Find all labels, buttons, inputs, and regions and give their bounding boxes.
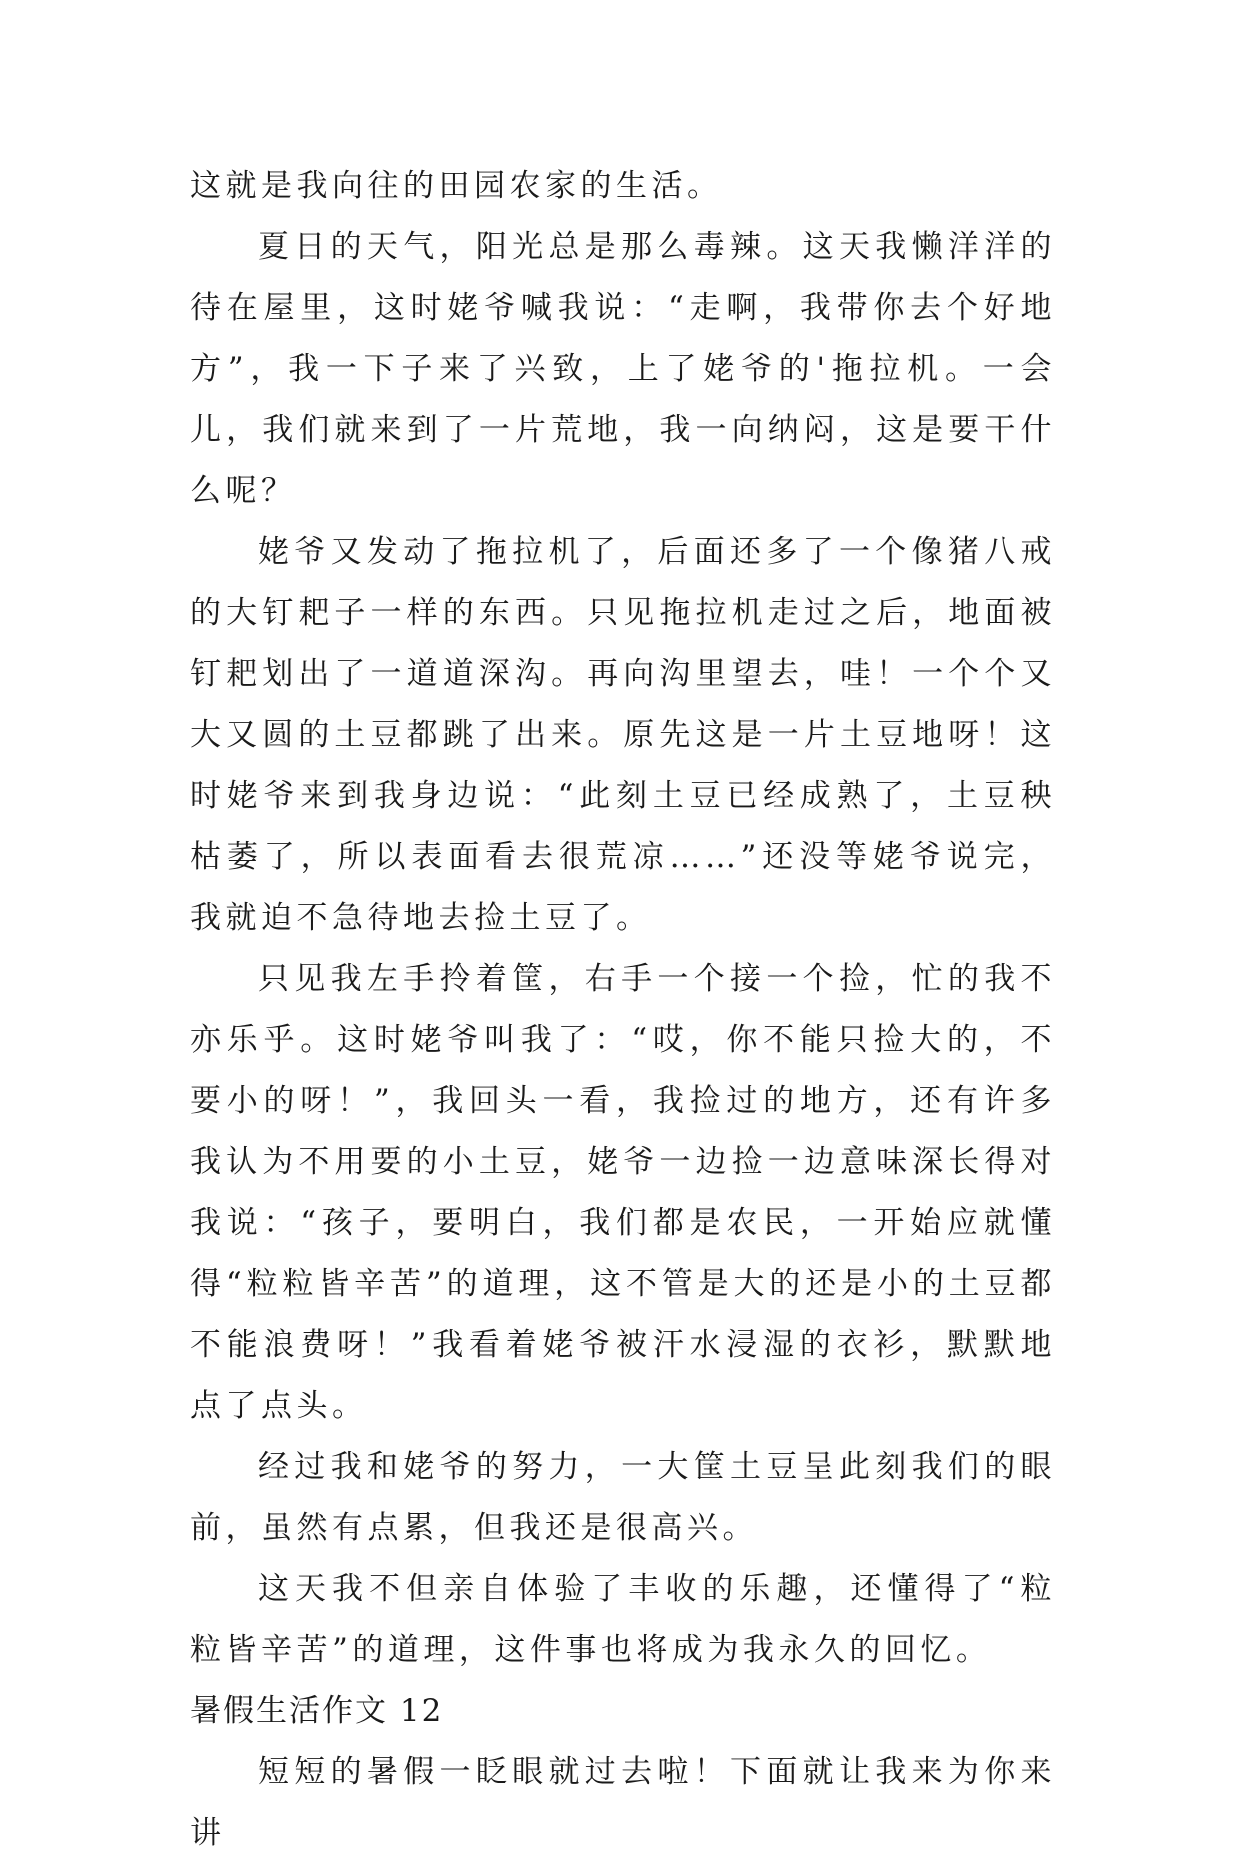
document-page	[190, 156, 1056, 1864]
paragraph-2: 夏日的天气，阳光总是那么毒辣。这天我懒洋洋的待在屋里，这时姥爷喊我说：“走啊，我带你去个好地方”，我一下子来了兴致，上了姥爷的'拖拉机。一会儿，我们就来到了一片荒地，我一向纳闷，这是要干什么呢？	[190, 229, 1056, 509]
paragraph-4: 只见我左手拎着筐，右手一个接一个捡，忙的我不亦乐乎。这时姥爷叫我了：“哎，你不能只捡大的，不要小的呀！”，我回头一看，我捡过的地方，还有许多我认为不用要的小土豆，姥爷一边捡一边意味深长得对我说：“孩子，要明白，我们都是农民，一开始应就懂得“粒粒皆辛苦”的道理，这不管是大的还是小的土豆都不能浪费呀！”我看着姥爷被汗水浸湿的衣衫，默默地点了点头。	[190, 961, 1056, 1424]
paragraph-3: 姥爷又发动了拖拉机了，后面还多了一个像猪八戒的大钉耙子一样的东西。只见拖拉机走过之后，地面被钉耙划出了一道道深沟。再向沟里望去，哇！一个个又大又圆的土豆都跳了出来。原先这是一片土豆地呀！这时姥爷来到我身边说：“此刻土豆已经成熟了，土豆秧枯萎了，所以表面看去很荒凉……”还没等姥爷说完，我就迫不急待地去捡土豆了。	[190, 534, 1056, 936]
paragraph-final: 短短的暑假一眨眼就过去啦！下面就让我来为你来讲	[190, 1754, 1056, 1851]
paragraph-6: 这天我不但亲自体验了丰收的乐趣，还懂得了“粒粒皆辛苦”的道理，这件事也将成为我永久的回忆。	[190, 1571, 1056, 1668]
paragraph-5: 经过我和姥爷的努力，一大筐土豆呈此刻我们的眼前，虽然有点累，但我还是很高兴。	[190, 1449, 1056, 1546]
paragraph-1: 这就是我向往的田园农家的生活。	[190, 168, 723, 204]
section-heading: 暑假生活作文 12	[190, 1693, 444, 1729]
